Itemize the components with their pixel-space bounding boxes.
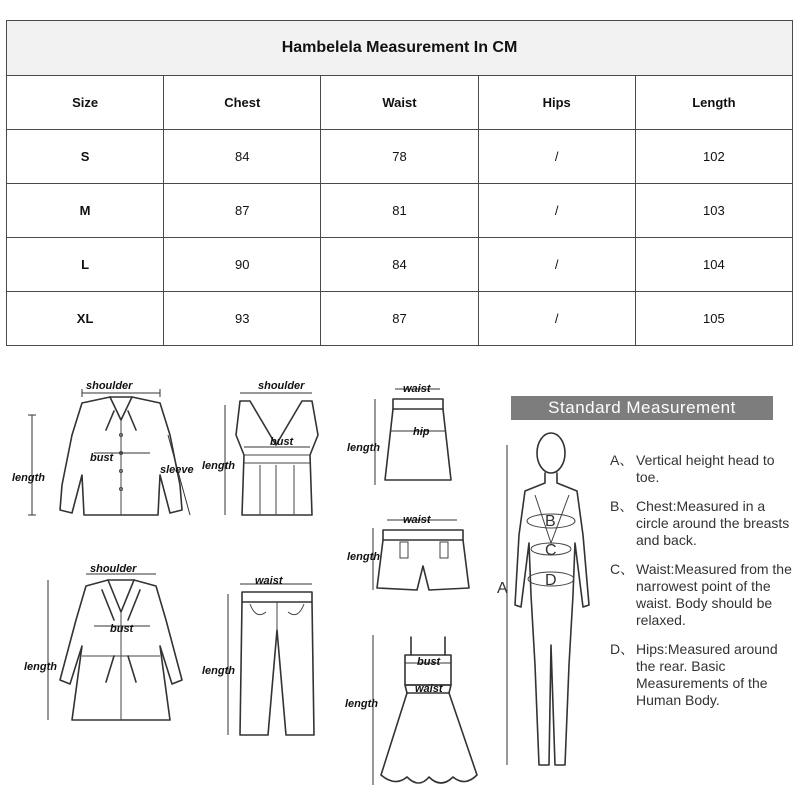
item-letter: D、 [610, 641, 635, 657]
header-waist: Waist [321, 76, 478, 130]
dress-diagram [345, 615, 485, 790]
vest-bust-label: bust [270, 436, 294, 448]
table-row [7, 130, 793, 184]
cell-hips: / [478, 238, 635, 292]
cell-waist: 87 [321, 292, 478, 346]
item-letter: C、 [610, 561, 635, 577]
shorts-waist-label: waist [403, 514, 431, 526]
header-size: Size [7, 76, 164, 130]
cell-size: L [7, 238, 164, 292]
cell-size: XL [7, 292, 164, 346]
table-row [7, 184, 793, 238]
size-table [6, 20, 793, 346]
shirt-diagram [10, 375, 200, 525]
pants-diagram [200, 570, 340, 740]
cell-size: M [7, 184, 164, 238]
cell-waist: 81 [321, 184, 478, 238]
header-chest: Chest [164, 76, 321, 130]
skirt-hip-label: hip [413, 426, 430, 438]
cell-length: 104 [635, 238, 792, 292]
pants-length-label: length [202, 665, 235, 677]
shirt-length-label: length [12, 472, 45, 484]
shorts-length-label: length [347, 551, 380, 563]
cell-size: S [7, 130, 164, 184]
item-text: Chest:Measured in a circle around the breasts and back. [636, 498, 790, 548]
list-item [610, 498, 795, 549]
table-row [7, 238, 793, 292]
header-hips: Hips [478, 76, 635, 130]
coat-bust-label: bust [110, 623, 134, 635]
vest-shoulder-label: shoulder [258, 380, 305, 392]
vest-diagram [200, 375, 330, 525]
cell-chest: 87 [164, 184, 321, 238]
cell-length: 103 [635, 184, 792, 238]
cell-waist: 84 [321, 238, 478, 292]
table-row [7, 292, 793, 346]
cell-length: 105 [635, 292, 792, 346]
cell-hips: / [478, 292, 635, 346]
header-length: Length [635, 76, 792, 130]
list-item [610, 641, 795, 709]
figure-label-d: D [545, 572, 557, 589]
dress-waist-label: waist [415, 683, 443, 695]
item-text: Vertical height head to toe. [636, 452, 775, 485]
pants-waist-label: waist [255, 575, 283, 587]
figure-label-b: B [545, 513, 556, 530]
skirt-diagram [345, 375, 475, 495]
standard-measurement-title: Standard Measurement [511, 396, 773, 420]
cell-hips: / [478, 130, 635, 184]
cell-length: 102 [635, 130, 792, 184]
table-header-row [7, 76, 793, 130]
table-title: Hambelela Measurement In CM [7, 21, 793, 76]
cell-waist: 78 [321, 130, 478, 184]
vest-length-label: length [202, 460, 235, 472]
skirt-waist-label: waist [403, 383, 431, 395]
dress-length-label: length [345, 698, 378, 710]
shirt-bust-label: bust [90, 452, 114, 464]
cell-hips: / [478, 184, 635, 238]
figure-label-a: A [497, 580, 508, 597]
figure-label-c: C [545, 542, 557, 559]
list-item [610, 561, 795, 629]
human-body-figure [495, 425, 605, 775]
coat-diagram [10, 560, 200, 730]
dress-bust-label: bust [417, 656, 441, 668]
cell-chest: 84 [164, 130, 321, 184]
coat-shoulder-label: shoulder [90, 563, 137, 575]
size-chart [6, 20, 793, 346]
skirt-length-label: length [347, 442, 380, 454]
shorts-diagram [345, 510, 475, 600]
cell-chest: 93 [164, 292, 321, 346]
cell-chest: 90 [164, 238, 321, 292]
coat-length-label: length [24, 661, 57, 673]
item-letter: A、 [610, 452, 634, 468]
item-letter: B、 [610, 498, 634, 514]
shirt-sleeve-label: sleeve [160, 464, 194, 476]
item-text: Hips:Measured around the rear. Basic Measurements of the Human Body. [636, 641, 778, 708]
shirt-shoulder-label: shoulder [86, 380, 133, 392]
item-text: Waist:Measured from the narrowest point of the waist. Body should be relaxed. [636, 561, 792, 628]
list-item [610, 452, 795, 486]
standard-measurement-list [610, 452, 795, 721]
